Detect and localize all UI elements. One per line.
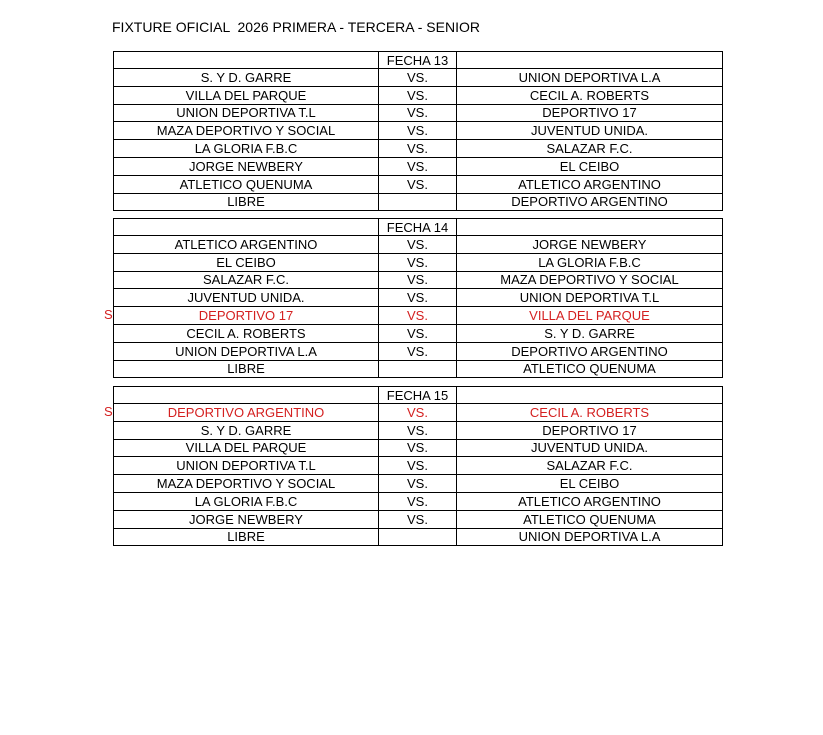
home-team-name: UNION DEPORTIVA T.L xyxy=(176,458,316,474)
away-team-cell: LA GLORIA F.B.C xyxy=(457,253,723,271)
match-row xyxy=(114,492,723,510)
match-row xyxy=(114,457,723,475)
versus-cell: VS. xyxy=(379,307,457,325)
versus-cell: VS. xyxy=(379,122,457,140)
match-row xyxy=(114,236,723,254)
round-label: FECHA 14 xyxy=(379,219,457,236)
away-team-cell: ATLETICO ARGENTINO xyxy=(457,492,723,510)
match-row xyxy=(114,289,723,307)
home-team-cell xyxy=(104,307,379,325)
versus-cell: VS. xyxy=(379,475,457,493)
document-title: FIXTURE OFICIAL 2026 PRIMERA - TERCERA - SENIOR xyxy=(112,19,480,35)
header-empty-cell xyxy=(114,52,379,69)
home-team-name: LA GLORIA F.B.C xyxy=(194,141,298,157)
away-team-cell: JUVENTUD UNIDA. xyxy=(457,439,723,457)
versus-cell: VS. xyxy=(379,289,457,307)
header-empty-cell xyxy=(457,52,723,69)
round-table-fecha-15 xyxy=(104,386,722,546)
versus-cell: VS. xyxy=(379,69,457,87)
home-team-name: UNION DEPORTIVA T.L xyxy=(176,105,316,121)
home-team-name: JORGE NEWBERY xyxy=(189,158,303,174)
match-row xyxy=(114,86,723,104)
row-side-mark: S xyxy=(104,307,113,323)
home-team-cell xyxy=(114,253,379,271)
versus-cell xyxy=(379,528,457,546)
home-team-name: LIBRE xyxy=(227,361,265,377)
versus-cell: VS. xyxy=(379,271,457,289)
home-team-cell xyxy=(114,457,379,475)
header-empty-cell xyxy=(114,219,379,236)
away-team-cell: VILLA DEL PARQUE xyxy=(457,307,723,325)
away-team-cell: S. Y D. GARRE xyxy=(457,324,723,342)
header-empty-cell xyxy=(457,219,723,236)
fixture-table xyxy=(104,218,723,378)
versus-cell: VS. xyxy=(379,324,457,342)
versus-cell: VS. xyxy=(379,236,457,254)
home-team-cell xyxy=(114,492,379,510)
home-team-name: DEPORTIVO ARGENTINO xyxy=(167,404,325,420)
home-team-name: MAZA DEPORTIVO Y SOCIAL xyxy=(156,123,336,139)
fixture-table xyxy=(113,51,723,211)
round-label: FECHA 15 xyxy=(379,387,457,404)
home-team-cell xyxy=(114,510,379,528)
home-team-name: ATLETICO ARGENTINO xyxy=(174,236,318,252)
versus-cell: VS. xyxy=(379,140,457,158)
versus-cell: VS. xyxy=(379,457,457,475)
match-row xyxy=(114,69,723,87)
away-team-cell: JUVENTUD UNIDA. xyxy=(457,122,723,140)
match-row xyxy=(114,253,723,271)
versus-cell: VS. xyxy=(379,175,457,193)
match-row xyxy=(114,104,723,122)
round-header-row xyxy=(114,219,723,236)
away-team-cell: CECIL A. ROBERTS xyxy=(457,404,723,422)
versus-cell: VS. xyxy=(379,157,457,175)
match-row xyxy=(114,193,723,211)
home-team-cell xyxy=(114,104,379,122)
home-team-cell xyxy=(114,140,379,158)
match-row xyxy=(114,157,723,175)
home-team-name: VILLA DEL PARQUE xyxy=(185,87,307,103)
round-table-fecha-13 xyxy=(113,51,722,211)
away-team-cell: SALAZAR F.C. xyxy=(457,140,723,158)
away-team-cell: DEPORTIVO ARGENTINO xyxy=(457,193,723,211)
match-row xyxy=(114,122,723,140)
away-team-cell: DEPORTIVO 17 xyxy=(457,104,723,122)
home-team-name: ATLETICO QUENUMA xyxy=(179,176,313,192)
home-team-name: SALAZAR F.C. xyxy=(203,272,289,288)
versus-cell: VS. xyxy=(379,510,457,528)
home-team-name: LIBRE xyxy=(227,194,265,210)
home-team-name: LA GLORIA F.B.C xyxy=(194,493,298,509)
home-team-cell xyxy=(114,528,379,546)
match-row xyxy=(114,528,723,546)
home-team-name: JUVENTUD UNIDA. xyxy=(187,290,305,306)
home-team-name: DEPORTIVO 17 xyxy=(198,308,294,324)
home-team-cell xyxy=(104,404,379,422)
versus-cell xyxy=(379,360,457,378)
versus-cell: VS. xyxy=(379,342,457,360)
versus-cell: VS. xyxy=(379,439,457,457)
versus-cell: VS. xyxy=(379,421,457,439)
home-team-name: VILLA DEL PARQUE xyxy=(185,440,307,456)
home-team-cell xyxy=(114,193,379,211)
away-team-cell: UNION DEPORTIVA L.A xyxy=(457,69,723,87)
match-row xyxy=(114,475,723,493)
match-row xyxy=(114,140,723,158)
home-team-cell xyxy=(114,342,379,360)
away-team-cell: CECIL A. ROBERTS xyxy=(457,86,723,104)
round-label: FECHA 13 xyxy=(379,52,457,69)
away-team-cell: DEPORTIVO ARGENTINO xyxy=(457,342,723,360)
home-team-cell xyxy=(114,439,379,457)
home-team-cell xyxy=(114,122,379,140)
home-team-cell xyxy=(114,475,379,493)
row-side-mark: S xyxy=(104,404,113,419)
home-team-cell xyxy=(114,157,379,175)
versus-cell: VS. xyxy=(379,492,457,510)
away-team-cell: ATLETICO QUENUMA xyxy=(457,360,723,378)
versus-cell: VS. xyxy=(379,253,457,271)
home-team-cell xyxy=(114,271,379,289)
home-team-name: S. Y D. GARRE xyxy=(200,422,292,438)
away-team-cell: EL CEIBO xyxy=(457,157,723,175)
match-row xyxy=(114,421,723,439)
versus-cell: VS. xyxy=(379,104,457,122)
header-empty-cell xyxy=(457,387,723,404)
home-team-cell xyxy=(114,421,379,439)
round-header-row xyxy=(114,52,723,69)
match-row xyxy=(114,360,723,378)
match-row xyxy=(114,342,723,360)
home-team-name: LIBRE xyxy=(227,529,265,545)
match-row xyxy=(114,324,723,342)
away-team-cell: UNION DEPORTIVA L.A xyxy=(457,528,723,546)
home-team-cell xyxy=(114,86,379,104)
home-team-cell xyxy=(114,69,379,87)
home-team-name: UNION DEPORTIVA L.A xyxy=(175,343,317,359)
match-row xyxy=(114,175,723,193)
home-team-cell xyxy=(114,236,379,254)
away-team-cell: ATLETICO ARGENTINO xyxy=(457,175,723,193)
home-team-cell xyxy=(114,324,379,342)
home-team-cell xyxy=(114,360,379,378)
home-team-name: EL CEIBO xyxy=(216,254,276,270)
away-team-cell: EL CEIBO xyxy=(457,475,723,493)
away-team-cell: SALAZAR F.C. xyxy=(457,457,723,475)
home-team-name: MAZA DEPORTIVO Y SOCIAL xyxy=(156,476,336,492)
away-team-cell: DEPORTIVO 17 xyxy=(457,421,723,439)
match-row xyxy=(114,271,723,289)
home-team-cell xyxy=(114,289,379,307)
round-table-fecha-14 xyxy=(104,218,722,378)
home-team-name: JORGE NEWBERY xyxy=(189,511,303,527)
match-row xyxy=(114,439,723,457)
away-team-cell: ATLETICO QUENUMA xyxy=(457,510,723,528)
match-row xyxy=(114,510,723,528)
away-team-cell: UNION DEPORTIVA T.L xyxy=(457,289,723,307)
header-empty-cell xyxy=(114,387,379,404)
home-team-name: S. Y D. GARRE xyxy=(200,69,292,85)
home-team-name: CECIL A. ROBERTS xyxy=(186,325,306,341)
match-row xyxy=(114,404,723,422)
away-team-cell: JORGE NEWBERY xyxy=(457,236,723,254)
versus-cell xyxy=(379,193,457,211)
versus-cell: VS. xyxy=(379,86,457,104)
match-row xyxy=(114,307,723,325)
home-team-cell xyxy=(114,175,379,193)
round-header-row xyxy=(114,387,723,404)
away-team-cell: MAZA DEPORTIVO Y SOCIAL xyxy=(457,271,723,289)
versus-cell: VS. xyxy=(379,404,457,422)
fixture-table xyxy=(104,386,723,546)
